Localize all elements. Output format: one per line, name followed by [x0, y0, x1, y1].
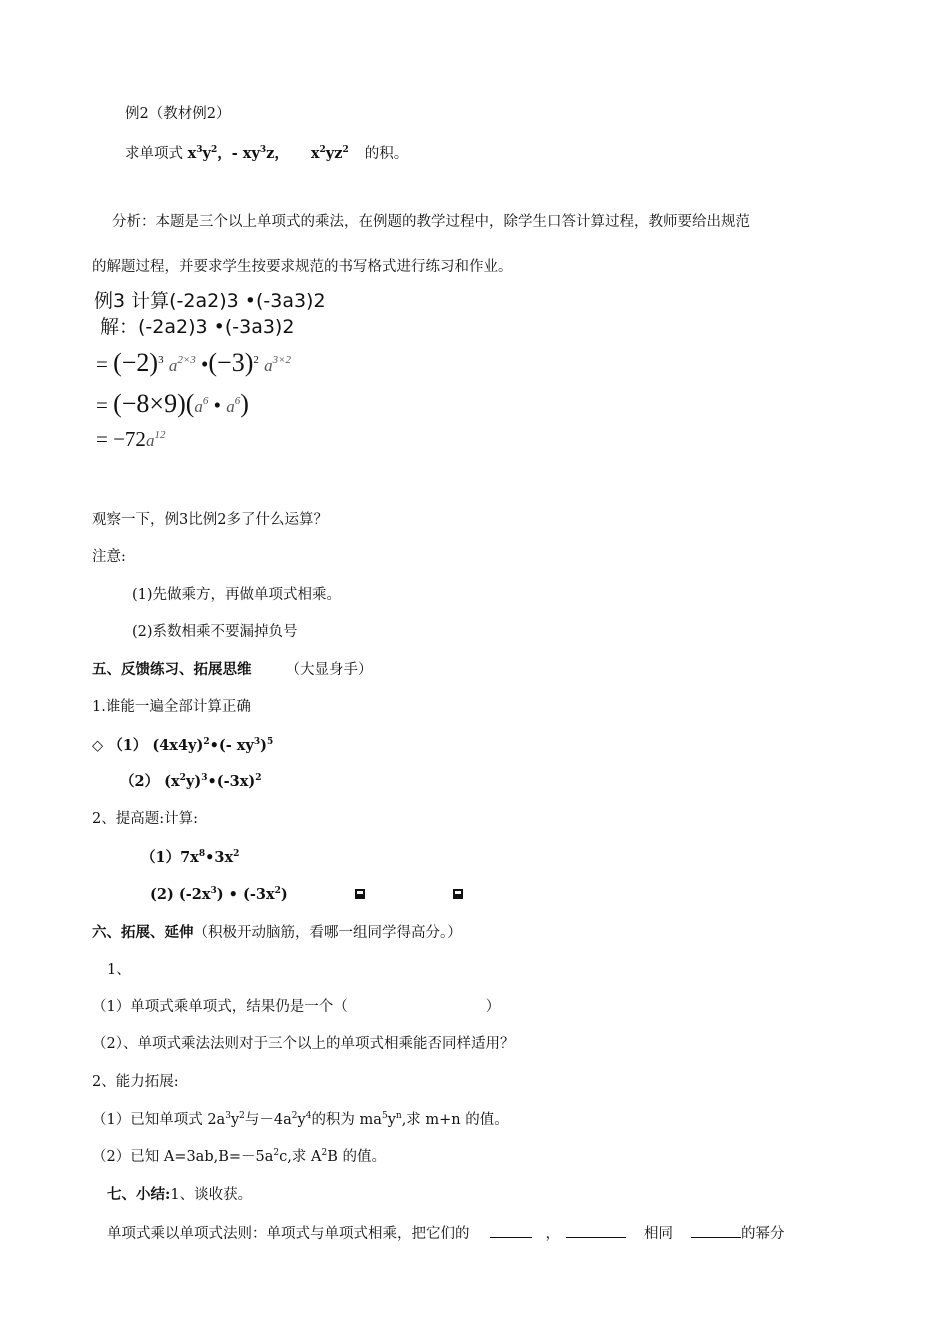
section6-ability: 2、能力拓展: [92, 1074, 179, 1090]
section6-num1: 1、 [107, 962, 131, 978]
diamond-icon: ◇ [92, 737, 104, 754]
observe-question: 观察一下，例3比例2多了什么运算？ [92, 512, 328, 528]
section5-q1: 1.谁能一遍全部计算正确 [92, 699, 251, 715]
analysis-line-1: 分析：本题是三个以上单项式的乘法，在例题的教学过程中，除学生口答计算过程，教师要给出规范 [112, 214, 750, 230]
example3-step-2: = $(-8\times 9)(a^6$ • $a^6$) [96, 389, 249, 418]
example3-solution-line: 解：(-2a2)3 •(-3a3)2 [100, 316, 295, 338]
analysis-line-2: 的解题过程，并要求学生按要求规范的书写格式进行练习和作业。 [92, 259, 513, 275]
section5-q2b: (2) $(-2x^3)$ • $(-3x^2)$ [150, 886, 288, 903]
monomial-1: $x^3y^2$ [187, 145, 218, 162]
example3-step-1: = $(-2)^3$ $a^{2\times 3}$ $•(-3)^2$ $a^{3\times 2}$ [96, 348, 292, 377]
section6-q1: （1）单项式乘单项式，结果仍是一个（ ） [92, 999, 501, 1015]
example2-title: 例2（教材例2） [125, 106, 231, 122]
section7-heading: 七、小结:1、谈收获。 [107, 1186, 253, 1203]
section6-q2: （2）、单项式乘法法则对于三个以上的单项式相乘能否同样适用？ [92, 1036, 515, 1052]
section5-q2a: $(1)7x^8•3x^2$ [141, 849, 240, 866]
example2-question: 求单项式 $x^3y^2$，- $xy^3z$， $x^2yz^2$ 的积。 [125, 145, 409, 162]
section5-q2: 2、提高题:计算: [92, 811, 198, 827]
fill-blank[interactable] [490, 1223, 532, 1238]
monomial-2: ，- $xy^3z$， [217, 145, 289, 162]
embedded-object-icon [453, 889, 463, 899]
note-item-2: (2)系数相乘不要漏掉负号 [132, 624, 298, 640]
monomial-3: $x^2yz^2$ [310, 145, 349, 162]
note-label: 注意: [92, 549, 126, 565]
section5-q1a: ◇ （1） $(4x4y)^2•(-$ $xy^3)^5$ [92, 737, 274, 754]
section5-heading: 五、反馈练习、拓展思维 （大显身手） [92, 661, 373, 678]
section6-ability-q2: （2）已知 $A=3ab,B=-5a^2c$,求 $A^2B$ 的值。 [92, 1148, 386, 1165]
note-item-1: (1)先做乘方，再做单项式相乘。 [132, 587, 342, 603]
section7-rule: 单项式乘以单项式法则：单项式与单项式相乘，把它们的 ， 相同 的幂分 [107, 1223, 785, 1243]
section6-ability-q1: （1）已知单项式 $2a^3y^2$与$-4a^2y^4$的积为 $ma^5y^n$,求 m+n 的值。 [92, 1111, 509, 1128]
embedded-object-icon [355, 889, 365, 899]
example3-step-3: = $-72a^{12}$ [96, 427, 166, 451]
section5-q1b: （2） $(x^2y)^3•(-3x)^2$ [120, 773, 262, 790]
fill-blank[interactable] [566, 1223, 626, 1238]
section6-heading: 六、拓展、延伸（积极开动脑筋，看哪一组同学得高分。） [92, 924, 462, 941]
fill-blank[interactable] [691, 1223, 741, 1238]
example3-title: 例3 计算(-2a2)3 •(-3a3)2 [94, 290, 326, 312]
